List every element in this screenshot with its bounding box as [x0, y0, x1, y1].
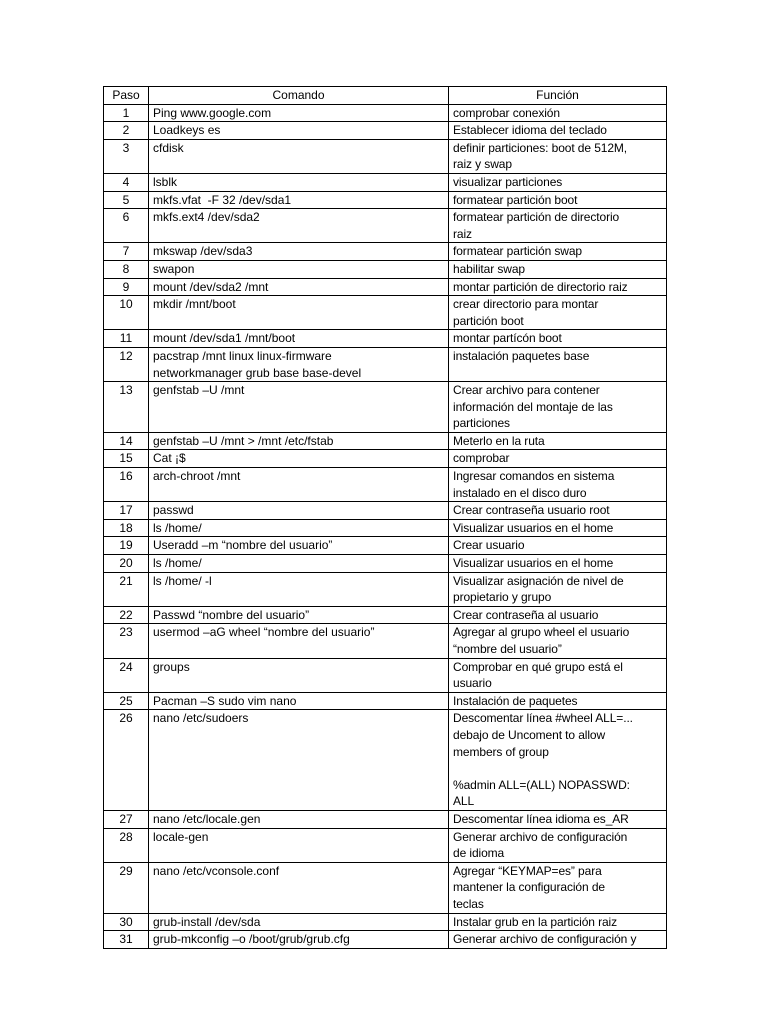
step-command: nano /etc/sudoers — [149, 710, 449, 811]
table-row — [104, 468, 667, 502]
step-number: 19 — [104, 537, 149, 555]
step-number: 12 — [104, 347, 149, 381]
table-header-row — [104, 87, 667, 105]
step-number: 4 — [104, 173, 149, 191]
step-number: 1 — [104, 104, 149, 122]
step-number: 26 — [104, 710, 149, 811]
step-command: grub-mkconfig –o /boot/grub/grub.cfg — [149, 931, 449, 949]
step-number: 11 — [104, 330, 149, 348]
step-command: arch-chroot /mnt — [149, 468, 449, 502]
table-row — [104, 519, 667, 537]
step-function: Visualizar asignación de nivel de propietario y grupo — [449, 572, 667, 606]
step-function: habilitar swap — [449, 260, 667, 278]
step-function: Comprobar en qué grupo está el usuario — [449, 658, 667, 692]
step-command: genfstab –U /mnt — [149, 382, 449, 433]
step-command: Passwd “nombre del usuario” — [149, 606, 449, 624]
step-number: 31 — [104, 931, 149, 949]
step-number: 30 — [104, 913, 149, 931]
step-number: 17 — [104, 502, 149, 520]
install-steps-table — [103, 86, 667, 949]
step-number: 13 — [104, 382, 149, 433]
table-row — [104, 502, 667, 520]
header-funcion: Función — [449, 87, 667, 105]
step-number: 24 — [104, 658, 149, 692]
table-row — [104, 710, 667, 811]
table-row — [104, 122, 667, 140]
table-row — [104, 810, 667, 828]
step-function: Meterlo en la ruta — [449, 432, 667, 450]
table-row — [104, 606, 667, 624]
table-row — [104, 537, 667, 555]
header-paso: Paso — [104, 87, 149, 105]
step-function: montar partición de directorio raiz — [449, 278, 667, 296]
step-number: 6 — [104, 209, 149, 243]
step-function: comprobar conexión — [449, 104, 667, 122]
step-number: 14 — [104, 432, 149, 450]
table-row — [104, 828, 667, 862]
step-command: nano /etc/locale.gen — [149, 810, 449, 828]
table-row — [104, 624, 667, 658]
table-row — [104, 931, 667, 949]
table-row — [104, 104, 667, 122]
step-function: Crear contraseña al usuario — [449, 606, 667, 624]
step-number: 3 — [104, 139, 149, 173]
step-command: Loadkeys es — [149, 122, 449, 140]
step-number: 28 — [104, 828, 149, 862]
step-command: mkfs.vfat -F 32 /dev/sda1 — [149, 191, 449, 209]
step-command: genfstab –U /mnt > /mnt /etc/fstab — [149, 432, 449, 450]
step-command: mount /dev/sda1 /mnt/boot — [149, 330, 449, 348]
table-row — [104, 382, 667, 433]
step-number: 16 — [104, 468, 149, 502]
table-row — [104, 692, 667, 710]
table-row — [104, 450, 667, 468]
step-command: groups — [149, 658, 449, 692]
step-command: mkswap /dev/sda3 — [149, 243, 449, 261]
header-comando: Comando — [149, 87, 449, 105]
table-row — [104, 330, 667, 348]
step-function: Crear usuario — [449, 537, 667, 555]
step-command: Pacman –S sudo vim nano — [149, 692, 449, 710]
table-row — [104, 209, 667, 243]
step-function: Establecer idioma del teclado — [449, 122, 667, 140]
table-row — [104, 658, 667, 692]
step-function: comprobar — [449, 450, 667, 468]
table-row — [104, 862, 667, 913]
step-number: 15 — [104, 450, 149, 468]
step-number: 22 — [104, 606, 149, 624]
step-function: instalación paquetes base — [449, 347, 667, 381]
step-command: pacstrap /mnt linux linux-firmware networkmanager grub base base-devel — [149, 347, 449, 381]
step-number: 2 — [104, 122, 149, 140]
step-command: cfdisk — [149, 139, 449, 173]
step-function: formatear partición de directorio raiz — [449, 209, 667, 243]
step-function: Crear archivo para contener información del montaje de las particiones — [449, 382, 667, 433]
table-row — [104, 191, 667, 209]
step-command: lsblk — [149, 173, 449, 191]
table-row — [104, 913, 667, 931]
step-function: definir particiones: boot de 512M, raiz y swap — [449, 139, 667, 173]
step-command: ls /home/ — [149, 519, 449, 537]
table-row — [104, 555, 667, 573]
table-row — [104, 347, 667, 381]
step-command: swapon — [149, 260, 449, 278]
step-function: Descomentar línea idioma es_AR — [449, 810, 667, 828]
step-command: usermod –aG wheel “nombre del usuario” — [149, 624, 449, 658]
step-command: ls /home/ -l — [149, 572, 449, 606]
step-number: 29 — [104, 862, 149, 913]
table-row — [104, 432, 667, 450]
step-command: mkfs.ext4 /dev/sda2 — [149, 209, 449, 243]
table-body — [104, 104, 667, 948]
table-row — [104, 296, 667, 330]
step-command: Ping www.google.com — [149, 104, 449, 122]
step-number: 5 — [104, 191, 149, 209]
step-command: Cat ¡$ — [149, 450, 449, 468]
step-function: Visualizar usuarios en el home — [449, 555, 667, 573]
step-number: 23 — [104, 624, 149, 658]
step-function: Agregar “KEYMAP=es” para mantener la configuración de teclas — [449, 862, 667, 913]
step-number: 21 — [104, 572, 149, 606]
table-row — [104, 278, 667, 296]
step-command: nano /etc/vconsole.conf — [149, 862, 449, 913]
step-function: visualizar particiones — [449, 173, 667, 191]
step-function: Crear contraseña usuario root — [449, 502, 667, 520]
step-number: 27 — [104, 810, 149, 828]
step-number: 9 — [104, 278, 149, 296]
step-command: locale-gen — [149, 828, 449, 862]
step-function: formatear partición swap — [449, 243, 667, 261]
step-number: 10 — [104, 296, 149, 330]
step-command: passwd — [149, 502, 449, 520]
table-row — [104, 243, 667, 261]
step-function: Instalar grub en la partición raiz — [449, 913, 667, 931]
table-row — [104, 173, 667, 191]
step-function: montar partícón boot — [449, 330, 667, 348]
step-function: formatear partición boot — [449, 191, 667, 209]
step-function: Agregar al grupo wheel el usuario “nombre del usuario” — [449, 624, 667, 658]
step-command: grub-install /dev/sda — [149, 913, 449, 931]
step-number: 25 — [104, 692, 149, 710]
step-command: Useradd –m “nombre del usuario” — [149, 537, 449, 555]
table-row — [104, 260, 667, 278]
table-row — [104, 139, 667, 173]
step-command: ls /home/ — [149, 555, 449, 573]
step-number: 7 — [104, 243, 149, 261]
step-function: Generar archivo de configuración y — [449, 931, 667, 949]
step-command: mount /dev/sda2 /mnt — [149, 278, 449, 296]
step-number: 20 — [104, 555, 149, 573]
step-function: Generar archivo de configuración de idioma — [449, 828, 667, 862]
step-function: Visualizar usuarios en el home — [449, 519, 667, 537]
step-function: Ingresar comandos en sistema instalado en el disco duro — [449, 468, 667, 502]
step-number: 8 — [104, 260, 149, 278]
table-row — [104, 572, 667, 606]
step-function: crear directorio para montar partición boot — [449, 296, 667, 330]
step-function: Instalación de paquetes — [449, 692, 667, 710]
step-number: 18 — [104, 519, 149, 537]
step-function: Descomentar línea #wheel ALL=... debajo de Uncoment to allow members of group %admin ALL=(ALL) NOPASSWD: ALL — [449, 710, 667, 811]
step-command: mkdir /mnt/boot — [149, 296, 449, 330]
